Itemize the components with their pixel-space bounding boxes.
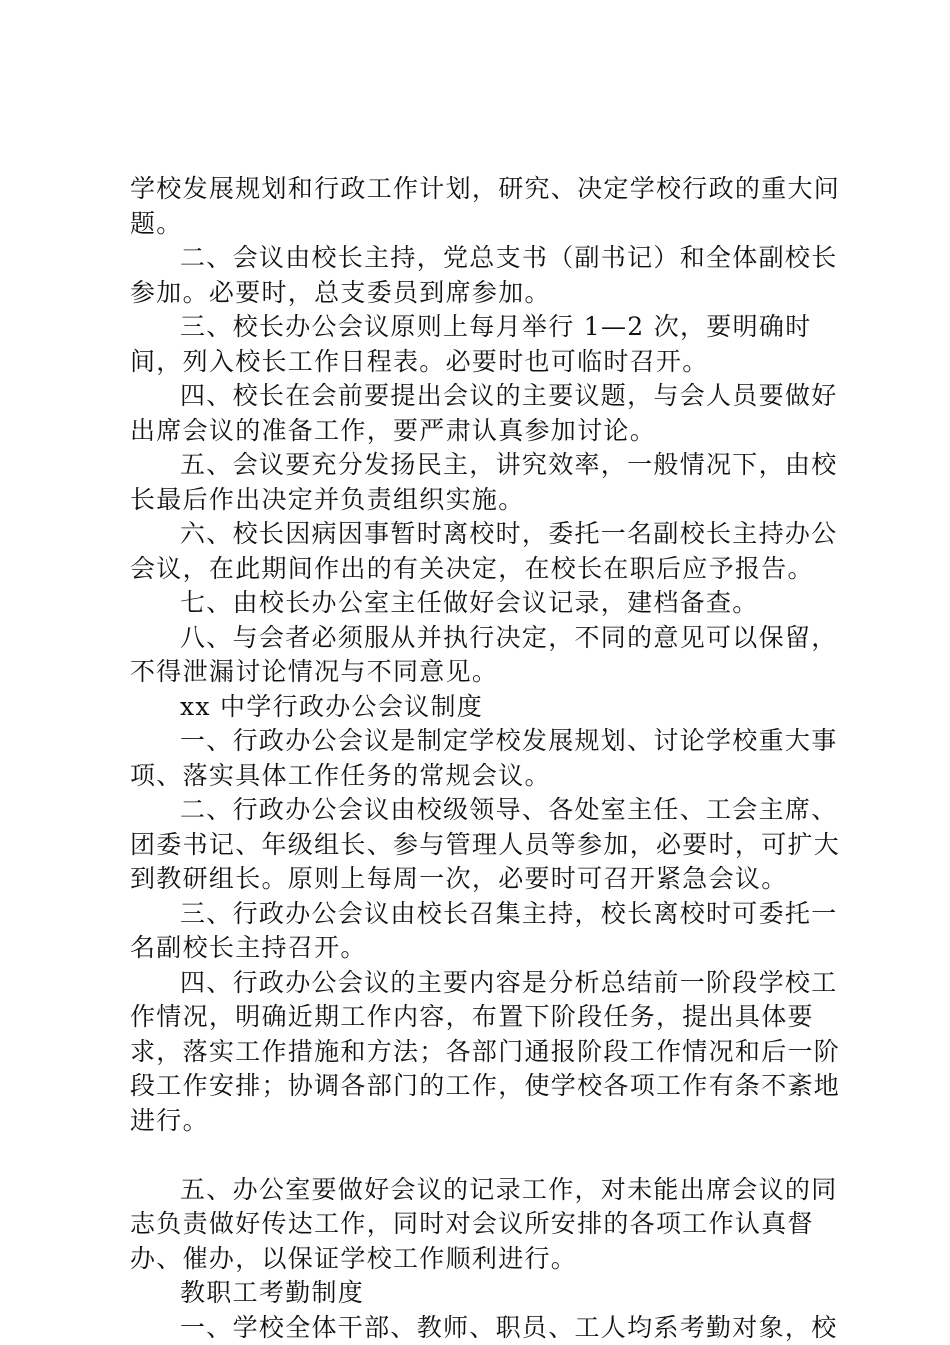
- paragraph-11: 二、行政办公会议由校级领导、各处室主任、工会主席、团委书记、年级组长、参与管理人员等参加，必要时，可扩大到教研组长。原则上每周一次，必要时可召开紧急会议。: [130, 793, 842, 897]
- document-body: [130, 172, 842, 1345]
- paragraph-4: 四、校长在会前要提出会议的主要议题，与会人员要做好出席会议的准备工作，要严肃认真参加讨论。: [130, 379, 842, 448]
- paragraph-2: 二、会议由校长主持，党总支书（副书记）和全体副校长参加。必要时，总支委员到席参加。: [130, 241, 842, 310]
- paragraph-15: 五、办公室要做好会议的记录工作，对未能出席会议的同志负责做好传达工作，同时对会议所安排的各项工作认真督办、催办，以保证学校工作顺利进行。: [130, 1173, 842, 1277]
- section-heading-attendance: 教职工考勤制度: [130, 1276, 842, 1311]
- paragraph-10: 一、行政办公会议是制定学校发展规划、讨论学校重大事项、落实具体工作任务的常规会议。: [130, 724, 842, 793]
- paragraph-12: 三、行政办公会议由校长召集主持，校长离校时可委托一名副校长主持召开。: [130, 897, 842, 966]
- blank-line: [130, 1138, 842, 1173]
- paragraph-6: 六、校长因病因事暂时离校时，委托一名副校长主持办公会议，在此期间作出的有关决定，在校长在职后应予报告。: [130, 517, 842, 586]
- paragraph-8: 八、与会者必须服从并执行决定，不同的意见可以保留，不得泄漏讨论情况与不同意见。: [130, 621, 842, 690]
- paragraph-1: 学校发展规划和行政工作计划，研究、决定学校行政的重大问题。: [130, 172, 842, 241]
- paragraph-7: 七、由校长办公室主任做好会议记录，建档备查。: [130, 586, 842, 621]
- paragraph-13: 四、行政办公会议的主要内容是分析总结前一阶段学校工作情况，明确近期工作内容，布置下阶段任务，提出具体要求，落实工作措施和方法；各部门通报阶段工作情况和后一阶段工作安排；协调各部门的工作，使学校各项工作有条不紊地进行。: [130, 966, 842, 1139]
- paragraph-17: 一、学校全体干部、教师、职员、工人均系考勤对象，校: [130, 1311, 842, 1345]
- paragraph-3: 三、校长办公会议原则上每月举行 1—2 次，要明确时间，列入校长工作日程表。必要时也可临时召开。: [130, 310, 842, 379]
- section-heading-admin-meeting: xx 中学行政办公会议制度: [130, 690, 842, 725]
- paragraph-5: 五、会议要充分发扬民主，讲究效率，一般情况下，由校长最后作出决定并负责组织实施。: [130, 448, 842, 517]
